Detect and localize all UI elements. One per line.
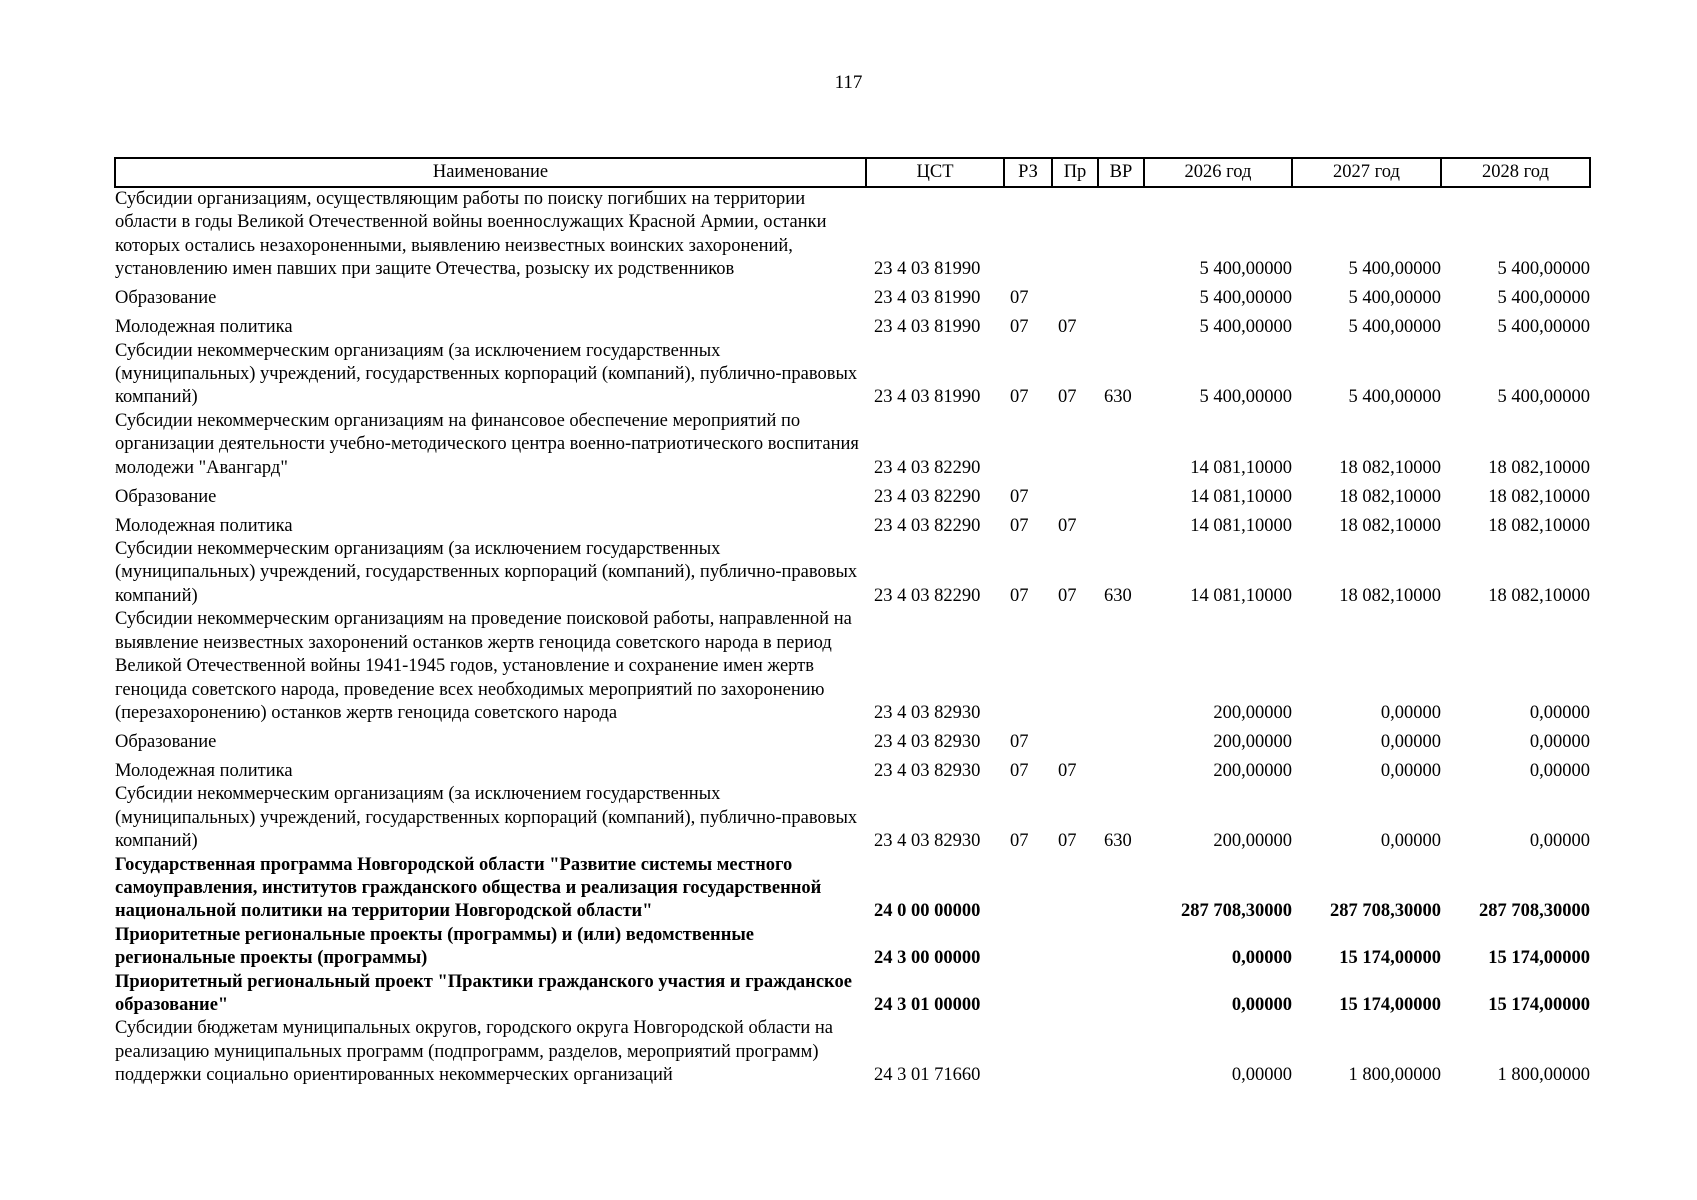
- table-row: [115, 1017, 1590, 1087]
- row-pr: [1052, 725, 1098, 754]
- row-pr: 07: [1058, 515, 1077, 536]
- row-2028: 1 800,00000: [1497, 1065, 1590, 1086]
- row-2027: 0,00000: [1380, 760, 1441, 781]
- table-header-row: [115, 158, 1590, 187]
- header-2028: 2028 год: [1441, 158, 1590, 187]
- row-name: Субсидии организациям, осуществляющим работы по поиску погибших на территории области в годы Великой Отечественной войны военнослужащих Красной Армии, останки которых остались незахороненными, выявлению неизвестных воинских захоронений, установлению имен павших при защите Отечества, розыску их родственников: [115, 189, 827, 280]
- table-row: [115, 924, 1590, 971]
- table-row: [115, 187, 1590, 282]
- row-name: Молодежная политика: [115, 515, 293, 536]
- row-2026: 0,00000: [1231, 994, 1292, 1015]
- table-row: [115, 754, 1590, 783]
- row-2027: 5 400,00000: [1348, 259, 1441, 280]
- row-name: Образование: [115, 288, 217, 309]
- row-2027: 0,00000: [1380, 831, 1441, 852]
- row-vr: [1098, 410, 1144, 480]
- row-2028: 5 400,00000: [1497, 317, 1590, 338]
- row-rz: 07: [1010, 486, 1029, 507]
- row-2026: 5 400,00000: [1199, 387, 1292, 408]
- row-rz: 07: [1010, 317, 1029, 338]
- header-pr: Пр: [1052, 158, 1098, 187]
- header-rz: РЗ: [1004, 158, 1052, 187]
- row-cst: 23 4 03 81990: [874, 317, 981, 338]
- row-pr: [1052, 187, 1098, 282]
- row-rz: 07: [1010, 288, 1029, 309]
- row-pr: [1052, 1017, 1098, 1087]
- row-2028: 18 082,10000: [1488, 585, 1590, 606]
- header-2026: 2026 год: [1144, 158, 1292, 187]
- table-row: [115, 509, 1590, 538]
- row-rz: [1004, 410, 1052, 480]
- row-2028: 15 174,00000: [1488, 948, 1590, 969]
- row-name: Государственная программа Новгородской области "Развитие системы местного самоуправления, институтов гражданского общества и реализация государственной национальной политики на территории Новгородской области": [115, 854, 822, 922]
- row-cst: 23 4 03 82290: [874, 486, 981, 507]
- row-2026: 0,00000: [1231, 948, 1292, 969]
- row-2027: 15 174,00000: [1339, 948, 1441, 969]
- table-row: [115, 608, 1590, 725]
- row-name: Молодежная политика: [115, 317, 293, 338]
- row-2027: 5 400,00000: [1348, 387, 1441, 408]
- row-rz: [1004, 608, 1052, 725]
- row-2026: 14 081,10000: [1190, 457, 1292, 478]
- row-name: Субсидии некоммерческим организациям (за исключением государственных (муниципальных) учреждений, государственных корпораций (компаний), публично-правовых компаний): [115, 784, 858, 852]
- row-pr: [1052, 854, 1098, 924]
- row-pr: 07: [1058, 585, 1077, 606]
- row-2027: 287 708,30000: [1330, 901, 1441, 922]
- row-pr: [1052, 282, 1098, 311]
- row-2027: 5 400,00000: [1348, 288, 1441, 309]
- budget-table: [114, 157, 1591, 1088]
- row-cst: 23 4 03 82290: [874, 457, 981, 478]
- row-cst: 23 4 03 81990: [874, 387, 981, 408]
- row-2027: 18 082,10000: [1339, 486, 1441, 507]
- row-2028: 0,00000: [1529, 702, 1590, 723]
- page-number: 117: [834, 72, 863, 93]
- table-row: [115, 480, 1590, 509]
- table-row: [115, 282, 1590, 311]
- row-pr: 07: [1058, 387, 1077, 408]
- row-2028: 287 708,30000: [1479, 901, 1590, 922]
- row-cst: 23 4 03 81990: [874, 259, 981, 280]
- row-2028: 0,00000: [1529, 760, 1590, 781]
- row-2026: 200,00000: [1213, 760, 1292, 781]
- row-cst: 23 4 03 82930: [874, 702, 981, 723]
- row-vr: [1098, 1017, 1144, 1087]
- table-row: [115, 971, 1590, 1018]
- row-2027: 15 174,00000: [1339, 994, 1441, 1015]
- row-2028: 5 400,00000: [1497, 288, 1590, 309]
- row-vr: 630: [1104, 585, 1132, 606]
- row-2028: 5 400,00000: [1497, 387, 1590, 408]
- row-rz: 07: [1010, 515, 1029, 536]
- row-2028: 0,00000: [1529, 831, 1590, 852]
- row-rz: 07: [1010, 585, 1029, 606]
- row-name: Субсидии некоммерческим организациям на финансовое обеспечение мероприятий по организации деятельности учебно-методического центра военно-патриотического воспитания молодежи "Авангард": [115, 410, 859, 478]
- row-2027: 0,00000: [1380, 731, 1441, 752]
- table-row: [115, 783, 1590, 853]
- row-vr: [1098, 311, 1144, 340]
- row-cst: 23 4 03 82290: [874, 585, 981, 606]
- row-2026: 200,00000: [1213, 702, 1292, 723]
- row-cst: 23 4 03 82930: [874, 831, 981, 852]
- header-name: Наименование: [115, 158, 866, 187]
- row-vr: [1098, 187, 1144, 282]
- row-cst: 23 4 03 81990: [874, 288, 981, 309]
- row-vr: [1098, 608, 1144, 725]
- row-pr: [1052, 608, 1098, 725]
- row-name: Образование: [115, 486, 217, 507]
- row-2027: 18 082,10000: [1339, 515, 1441, 536]
- row-2028: 0,00000: [1529, 731, 1590, 752]
- row-2028: 5 400,00000: [1497, 259, 1590, 280]
- row-2027: 1 800,00000: [1348, 1065, 1441, 1086]
- row-rz: [1004, 1017, 1052, 1087]
- row-pr: [1052, 924, 1098, 971]
- row-rz: 07: [1010, 387, 1029, 408]
- row-rz: [1004, 854, 1052, 924]
- row-cst: 23 4 03 82930: [874, 760, 981, 781]
- row-pr: [1052, 480, 1098, 509]
- row-2026: 14 081,10000: [1190, 486, 1292, 507]
- table-row: [115, 311, 1590, 340]
- row-2028: 18 082,10000: [1488, 515, 1590, 536]
- row-2026: 5 400,00000: [1199, 317, 1292, 338]
- row-vr: [1098, 971, 1144, 1018]
- row-pr: 07: [1058, 317, 1077, 338]
- row-vr: [1098, 754, 1144, 783]
- row-cst: 24 0 00 00000: [874, 901, 981, 922]
- row-2027: 18 082,10000: [1339, 585, 1441, 606]
- row-name: Субсидии некоммерческим организациям (за исключением государственных (муниципальных) учреждений, государственных корпораций (компаний), публично-правовых компаний): [115, 340, 858, 408]
- row-cst: 24 3 00 00000: [874, 948, 981, 969]
- row-rz: 07: [1010, 731, 1029, 752]
- row-cst: 23 4 03 82290: [874, 515, 981, 536]
- row-2026: 200,00000: [1213, 731, 1292, 752]
- row-2027: 5 400,00000: [1348, 317, 1441, 338]
- row-vr: 630: [1104, 387, 1132, 408]
- row-2028: 18 082,10000: [1488, 457, 1590, 478]
- row-rz: 07: [1010, 831, 1029, 852]
- row-name: Приоритетные региональные проекты (программы) и (или) ведомственные региональные проекты (программы): [115, 924, 755, 969]
- table-row: [115, 725, 1590, 754]
- row-2026: 5 400,00000: [1199, 259, 1292, 280]
- row-name: Молодежная политика: [115, 760, 293, 781]
- row-2026: 5 400,00000: [1199, 288, 1292, 309]
- row-pr: 07: [1058, 760, 1077, 781]
- row-pr: [1052, 410, 1098, 480]
- row-vr: [1098, 725, 1144, 754]
- row-cst: 24 3 01 00000: [874, 994, 981, 1015]
- row-rz: [1004, 971, 1052, 1018]
- row-vr: [1098, 480, 1144, 509]
- table-row: [115, 854, 1590, 924]
- row-2026: 14 081,10000: [1190, 585, 1292, 606]
- table-row: [115, 340, 1590, 410]
- header-vr: ВР: [1098, 158, 1144, 187]
- row-2026: 287 708,30000: [1181, 901, 1292, 922]
- row-pr: 07: [1058, 831, 1077, 852]
- row-cst: 24 3 01 71660: [874, 1065, 981, 1086]
- row-vr: [1098, 509, 1144, 538]
- row-2026: 14 081,10000: [1190, 515, 1292, 536]
- row-vr: 630: [1104, 831, 1132, 852]
- header-cst: ЦСТ: [866, 158, 1004, 187]
- row-pr: [1052, 971, 1098, 1018]
- row-cst: 23 4 03 82930: [874, 731, 981, 752]
- row-name: Приоритетный региональный проект "Практики гражданского участия и гражданское образование": [115, 971, 852, 1015]
- row-name: Субсидии некоммерческим организациям на проведение поисковой работы, направленной на выявление неизвестных захоронений останков жертв геноцида советского народа в период Великой Отечественной войны 1941-1945 годов, установление и сохранение имен жертв геноцида советского народа, проведение всех необходимых мероприятий по захоронению (перезахоронению) останков жертв геноцида советского народа: [115, 609, 852, 723]
- header-2027: 2027 год: [1292, 158, 1441, 187]
- row-rz: [1004, 924, 1052, 971]
- table-row: [115, 538, 1590, 608]
- row-name: Субсидии бюджетам муниципальных округов, городского округа Новгородской области на реализацию муниципальных программ (подпрограмм, разделов, мероприятий программ) поддержки социально ориентированных некоммерческих организаций: [115, 1018, 834, 1086]
- row-2028: 18 082,10000: [1488, 486, 1590, 507]
- row-rz: [1004, 187, 1052, 282]
- row-name: Субсидии некоммерческим организациям (за исключением государственных (муниципальных) учреждений, государственных корпораций (компаний), публично-правовых компаний): [115, 539, 858, 606]
- row-rz: 07: [1010, 760, 1029, 781]
- row-2026: 0,00000: [1231, 1065, 1292, 1086]
- row-vr: [1098, 282, 1144, 311]
- row-2027: 0,00000: [1380, 702, 1441, 723]
- table-row: [115, 410, 1590, 480]
- row-2028: 15 174,00000: [1488, 994, 1590, 1015]
- row-vr: [1098, 924, 1144, 971]
- row-2026: 200,00000: [1213, 831, 1292, 852]
- row-name: Образование: [115, 731, 217, 752]
- row-2027: 18 082,10000: [1339, 457, 1441, 478]
- row-vr: [1098, 854, 1144, 924]
